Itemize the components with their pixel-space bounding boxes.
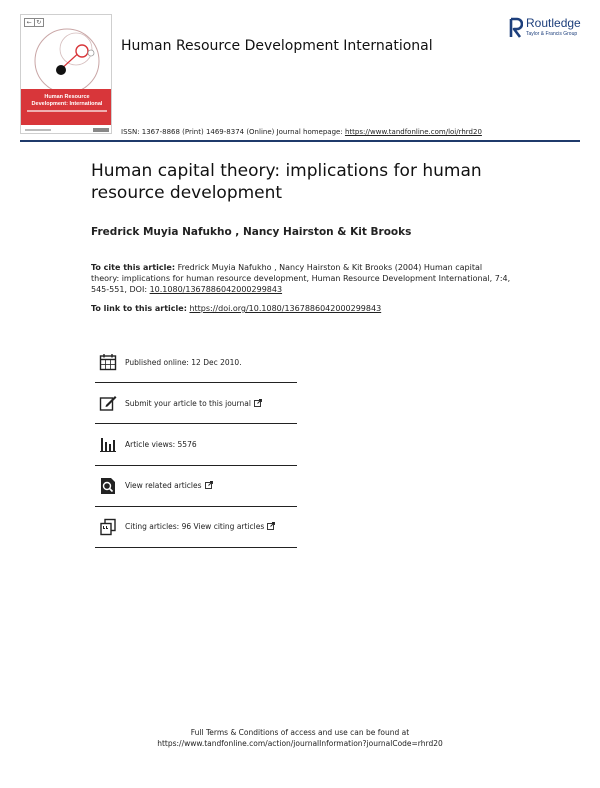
cover-band: [21, 89, 112, 125]
footer-terms-text: Full Terms & Conditions of access and use can be found at: [190, 728, 410, 737]
info-published: [95, 342, 297, 383]
info-citing-text: Citing articles: 96 View citing articles: [125, 522, 275, 531]
journal-cover: [20, 14, 112, 134]
footer: [0, 727, 600, 749]
cite-label: To cite this article:: [91, 263, 176, 272]
journal-homepage-link[interactable]: https://www.tandfonline.com/loi/rhrd20: [344, 128, 482, 136]
edit-icon: [99, 394, 117, 412]
info-citing[interactable]: [95, 507, 297, 548]
info-related-text: View related articles: [125, 481, 213, 490]
publisher-logo[interactable]: [509, 16, 589, 42]
cover-subline: [27, 110, 107, 112]
info-submit[interactable]: [95, 383, 297, 424]
publisher-tagline: Taylor & Francis Group: [526, 31, 578, 37]
info-related[interactable]: [95, 466, 297, 507]
external-link-icon: [254, 399, 262, 407]
routledge-icon: [509, 17, 523, 39]
bar-chart-icon: [99, 435, 117, 453]
cover-illustration: [21, 27, 112, 93]
info-views-text: Article views: 5576: [125, 439, 197, 449]
cover-footer: [25, 127, 109, 133]
cite-text: Fredrick Muyia Nafukho , Nancy Hairston & Kit Brooks (2004) Human capital theory: implications for human resource development, Human Resource Development International, 7:4, 545-551, DOI:: [91, 263, 511, 294]
info-views: [95, 424, 297, 465]
link-label: To link to this article:: [91, 304, 187, 313]
cover-nav-icon: ← ↻: [24, 18, 44, 27]
article-title: Human capital theory: implications for human resource development: [91, 161, 482, 203]
journal-name: Human Resource Development International: [121, 38, 433, 54]
info-published-text: Published online: 12 Dec 2010.: [125, 357, 242, 367]
article-url-link[interactable]: https://doi.org/10.1080/1367886042000299843: [189, 304, 382, 313]
issn-text: ISSN: 1367-8868 (Print) 1469-8374 (Online) Journal homepage:: [121, 128, 343, 136]
search-document-icon: [99, 477, 117, 495]
calendar-icon: [99, 353, 117, 371]
article-info-list: [95, 342, 297, 548]
cover-title: Human Resource Development: International: [31, 94, 103, 107]
publisher-name: Routledge: [526, 16, 581, 30]
external-link-icon: [267, 522, 275, 530]
issn-line: [121, 128, 482, 136]
doi-link[interactable]: 10.1080/1367886042000299843: [149, 285, 283, 294]
header-divider: [20, 140, 580, 142]
footer-terms-link[interactable]: https://www.tandfonline.com/action/journalInformation?journalCode=rhrd20: [157, 739, 443, 748]
info-submit-text: Submit your article to this journal: [125, 399, 262, 408]
article-authors: Fredrick Muyia Nafukho , Nancy Hairston & Kit Brooks: [91, 226, 412, 238]
citation-block: [91, 262, 511, 295]
article-link-line: [91, 304, 381, 313]
external-link-icon: [205, 481, 213, 489]
citation-icon: [99, 518, 117, 536]
